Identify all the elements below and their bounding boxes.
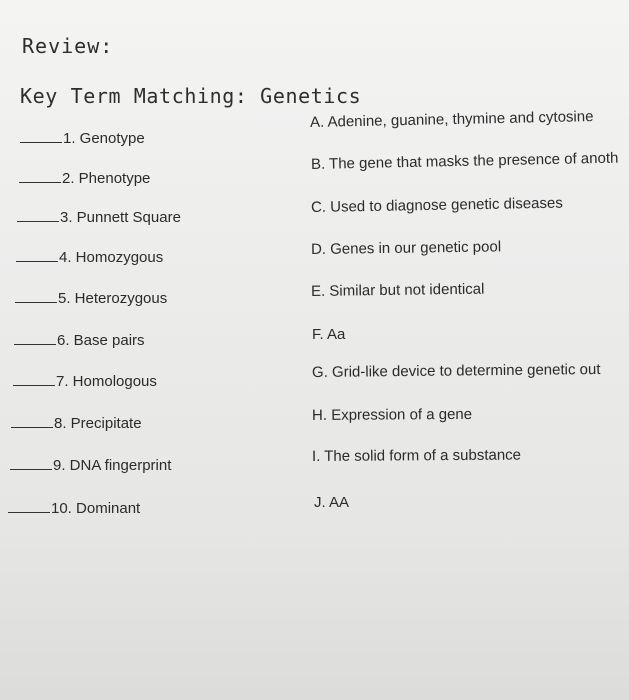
term-label: 8. Precipitate <box>54 415 142 432</box>
definition-item: I. The solid form of a substance <box>311 446 522 465</box>
term-item <box>20 130 145 147</box>
worksheet-heading: Key Term Matching: Genetics <box>20 84 362 108</box>
term-label: 5. Heterozygous <box>58 290 168 307</box>
answer-blank[interactable] <box>10 457 52 470</box>
answer-blank[interactable] <box>16 249 58 262</box>
answer-blank[interactable] <box>14 332 56 345</box>
definition-item: J. AA <box>314 494 350 511</box>
answer-blank[interactable] <box>15 290 57 303</box>
answer-blank[interactable] <box>17 209 59 222</box>
definition-item: D. Genes in our genetic pool <box>310 238 502 258</box>
term-item <box>8 500 140 517</box>
term-label: 9. DNA fingerprint <box>53 457 172 474</box>
term-label: 6. Base pairs <box>57 332 145 349</box>
term-label: 2. Phenotype <box>62 170 151 187</box>
term-item <box>11 415 142 432</box>
term-item <box>13 373 157 390</box>
definition-item: A. Adenine, guanine, thymine and cytosine <box>309 108 594 131</box>
review-label: Review: <box>22 34 114 58</box>
definition-item: H. Expression of a gene <box>311 405 473 424</box>
term-item <box>19 170 150 187</box>
term-label: 7. Homologous <box>56 373 157 390</box>
definition-item: G. Grid-like device to determine genetic out <box>311 360 601 381</box>
definition-item: F. Aa <box>312 326 346 343</box>
term-item <box>14 332 145 349</box>
term-label: 4. Homozygous <box>59 249 164 266</box>
term-label: 3. Punnett Square <box>60 209 181 226</box>
term-label: 10. Dominant <box>51 500 141 517</box>
definition-item: E. Similar but not identical <box>310 280 485 300</box>
term-label: 1. Genotype <box>63 130 145 147</box>
term-item <box>15 290 167 307</box>
answer-blank[interactable] <box>11 415 53 428</box>
term-item <box>16 249 163 266</box>
answer-blank[interactable] <box>8 500 50 513</box>
answer-blank[interactable] <box>20 130 62 143</box>
term-item <box>17 209 181 226</box>
answer-blank[interactable] <box>19 170 61 183</box>
definition-item: B. The gene that masks the presence of anoth <box>310 149 619 173</box>
definition-item: C. Used to diagnose genetic diseases <box>310 194 563 216</box>
answer-blank[interactable] <box>13 373 55 386</box>
term-item <box>10 457 171 474</box>
